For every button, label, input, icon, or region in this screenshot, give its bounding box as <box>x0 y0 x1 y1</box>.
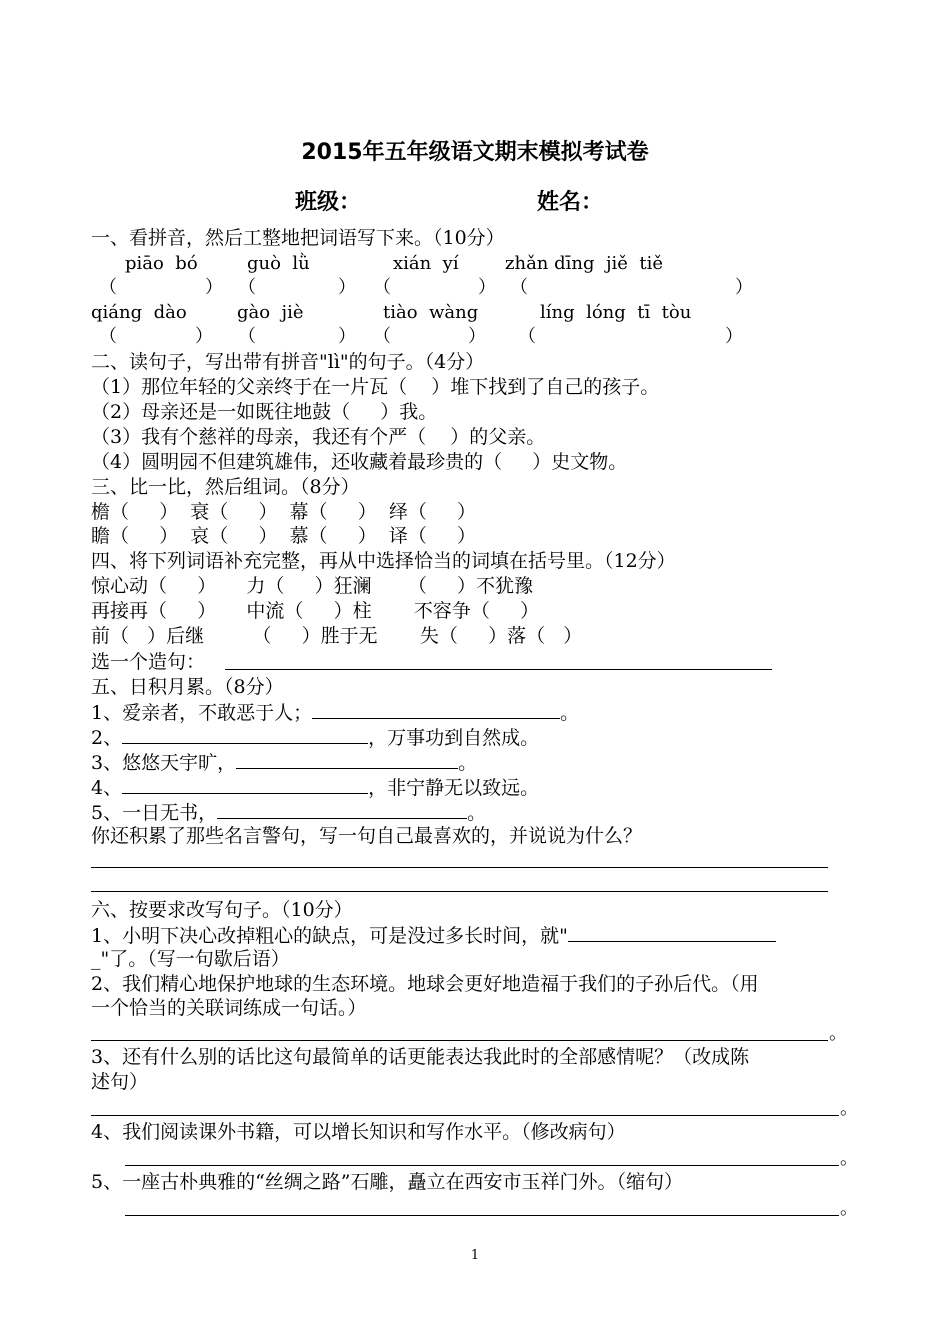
q6-item-text: "了。（写一句歇后语） <box>100 948 290 970</box>
q4-row: 再接再（ ） 中流（ ）柱 不容争（ ） <box>91 600 540 622</box>
pinyin: xián yí <box>393 253 459 274</box>
q5-item-text: 。 <box>458 752 478 774</box>
q5-item <box>91 800 486 825</box>
answer-paren-open: （ <box>238 326 256 347</box>
fill-blank[interactable] <box>217 800 467 819</box>
q2-item: （1）那位年轻的父亲终于在一片瓦（ ）堆下找到了自己的孩子。 <box>91 376 660 398</box>
q5-item-text: 3、悠悠天宇旷， <box>91 752 237 774</box>
answer-line[interactable] <box>91 891 828 892</box>
page-number: 1 <box>470 1248 480 1263</box>
q5-item-text: 。 <box>467 802 487 824</box>
q5-item <box>91 700 579 725</box>
q6-item5: 5、一座古朴典雅的“丝绸之路”石雕，矗立在西安市玉祥门外。（缩句） <box>91 1171 684 1193</box>
pinyin: guò lǜ <box>247 253 310 274</box>
pinyin: qiáng dào <box>91 302 187 323</box>
q6-item-text: 1、小明下决心改掉粗心的缺点，可是没过多长时间，就" <box>91 925 568 947</box>
q2-item: （2）母亲还是一如既往地鼓（ ）我。 <box>91 401 438 423</box>
answer-line[interactable] <box>91 867 828 868</box>
q5-extra: 你还积累了那些名言警句，写一句自己最喜欢的，并说说为什么？ <box>91 825 643 847</box>
q2-item: （4）圆明园不但建筑雄伟，还收藏着最珍贵的（ ）史文物。 <box>91 451 628 473</box>
q5-heading: 五、日积月累。（8分） <box>91 676 284 698</box>
sentence-answer-line[interactable] <box>225 669 772 670</box>
answer-paren-open: （ <box>518 326 536 347</box>
answer-paren-open: （ <box>238 277 256 298</box>
fill-blank[interactable] <box>568 923 776 942</box>
q2-item: （3）我有个慈祥的母亲，我还有个严（ ）的父亲。 <box>91 426 546 448</box>
q5-item <box>91 775 539 800</box>
answer-paren-close: ） <box>205 277 223 298</box>
class-label: 班级： <box>295 190 362 215</box>
pinyin: piāo bó <box>125 253 198 274</box>
q5-item <box>91 725 539 750</box>
answer-paren-open: （ <box>99 277 117 298</box>
pinyin: zhǎn dīng jiě tiě <box>505 253 664 274</box>
q4-row: 惊心动（ ） 力（ ）狂澜 （ ）不犹豫 <box>91 575 534 597</box>
answer-paren-close: ） <box>468 326 486 347</box>
q2-heading: 二、读句子，写出带有拼音"lì"的句子。（4分） <box>91 351 485 373</box>
exam-title: 2015年五年级语文期末模拟考试卷 <box>301 140 649 165</box>
answer-paren-close: ） <box>338 277 356 298</box>
fill-blank[interactable] <box>236 750 458 769</box>
answer-line[interactable] <box>125 1165 839 1166</box>
pinyin: líng lóng tī tòu <box>540 302 692 323</box>
q6-item3-cont: 述句） <box>91 1071 149 1093</box>
q6-item1-cont <box>91 947 290 971</box>
q5-item-text: 。 <box>560 702 580 724</box>
answer-paren-open: （ <box>373 326 391 347</box>
answer-paren-close: ） <box>478 277 496 298</box>
q4-row: 前（ ）后继 （ ）胜于无 失（ ）落（ ） <box>91 625 583 647</box>
q4-heading: 四、将下列词语补充完整，再从中选择恰当的词填在括号里。（12分） <box>91 550 676 572</box>
answer-paren-close: ） <box>338 326 356 347</box>
q3-row: 瞻（ ） 哀（ ） 慕（ ） 译（ ） <box>91 525 477 547</box>
q6-item2: 2、我们精心地保护地球的生态环境。地球会更好地造福于我们的子孙后代。（用 <box>91 973 759 995</box>
q5-item-text: 1、爱亲者，不敢恶于人； <box>91 702 313 724</box>
q3-heading: 三、比一比，然后组词。（8分） <box>91 476 360 498</box>
q4-sentence-label: 选一个造句： <box>91 651 206 673</box>
q5-item-text: 4、 <box>91 777 123 799</box>
pinyin: tiào wàng <box>383 302 479 323</box>
q5-item-text: 2、 <box>91 727 123 749</box>
q6-item4: 4、我们阅读课外书籍，可以增长知识和写作水平。（修改病句） <box>91 1121 626 1143</box>
answer-paren-open: （ <box>510 277 528 298</box>
line-period: 。 <box>840 1148 858 1169</box>
answer-paren-close: ） <box>195 326 213 347</box>
fill-blank[interactable] <box>312 700 560 719</box>
q3-row: 檐（ ） 衰（ ） 幕（ ） 绎（ ） <box>91 501 477 523</box>
q6-item3: 3、还有什么别的话比这句最简单的话更能表达我此时的全部感情呢？（改成陈 <box>91 1046 750 1068</box>
q6-item1 <box>91 923 776 948</box>
q5-item-text: ，万事功到自然成。 <box>368 727 540 749</box>
answer-paren-close: ） <box>725 326 743 347</box>
name-label: 姓名： <box>537 190 604 215</box>
line-period: 。 <box>829 1023 847 1044</box>
fill-blank[interactable] <box>122 725 368 744</box>
q6-item2-cont: 一个恰当的关联词练成一句话。） <box>91 997 367 1019</box>
line-period: 。 <box>840 1198 858 1219</box>
answer-line[interactable] <box>125 1215 839 1216</box>
q5-item-text: 5、一日无书， <box>91 802 218 824</box>
fill-blank[interactable] <box>122 775 368 794</box>
q5-item <box>91 750 477 775</box>
q1-heading: 一、看拼音，然后工整地把词语写下来。（10分） <box>91 227 505 249</box>
answer-line[interactable] <box>91 1040 828 1041</box>
answer-paren-open: （ <box>99 326 117 347</box>
q5-item-text: ，非宁静无以致远。 <box>368 777 540 799</box>
q6-heading: 六、按要求改写句子。（10分） <box>91 899 353 921</box>
answer-paren-close: ） <box>735 277 753 298</box>
q6-item-text: _ <box>91 948 101 970</box>
line-period: 。 <box>840 1098 858 1119</box>
answer-line[interactable] <box>91 1115 839 1116</box>
answer-paren-open: （ <box>373 277 391 298</box>
pinyin: gào jiè <box>237 302 304 323</box>
